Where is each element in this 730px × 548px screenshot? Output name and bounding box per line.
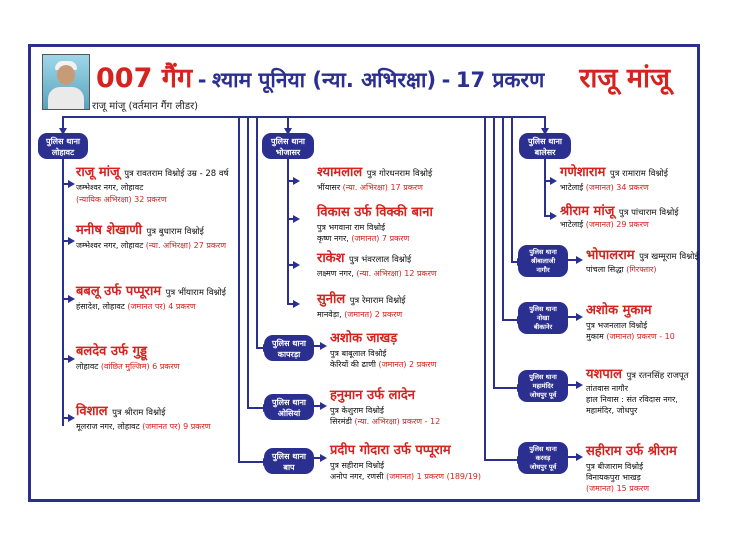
member-address: भाटेलाई — [560, 220, 584, 229]
page-title — [96, 58, 544, 95]
arrow-icon — [576, 453, 583, 461]
connector — [484, 116, 486, 460]
member-hanuman — [330, 388, 415, 403]
member-status: (न्यायिक अभिरक्षा) 32 प्रकरण — [76, 195, 167, 204]
station-label: पुलिस थाना — [272, 398, 306, 407]
station-name: करवड़ — [535, 454, 551, 462]
member-status: (वांछित मुल्जिम) 6 प्रकरण — [100, 362, 180, 371]
member-name: सहीराम उर्फ श्रीराम — [586, 444, 677, 459]
gang-name: 007 गैंग — [96, 63, 193, 94]
member-relation: पुत्र बीजाराम विश्नोई — [586, 462, 643, 471]
connector-top — [62, 116, 546, 118]
arrow-icon — [320, 454, 327, 462]
station-label: पुलिस थाना — [529, 445, 557, 453]
member-status: (जमानत) प्रकरण - 10 — [606, 332, 675, 341]
connector — [544, 156, 546, 216]
member-status: (न्या. अभिरक्षा) प्रकरण - 12 — [354, 417, 441, 426]
member-address: अनोप नगर, रणसी — [330, 472, 384, 481]
member-baldev — [76, 344, 147, 359]
member-address: भाटेलाई — [560, 183, 584, 192]
member-status: (जमानत) 15 प्रकरण — [586, 484, 650, 493]
member-shyamlal — [317, 165, 432, 182]
connector — [493, 116, 495, 388]
member-status: (जमानत) 7 प्रकरण — [351, 234, 410, 243]
member-name: बलदेव उर्फ गुड्डू — [76, 344, 147, 359]
station-district: जोधपुर पूर्व — [529, 391, 557, 399]
member-ganesharam — [560, 165, 668, 182]
member-name: गणेशाराम — [560, 165, 606, 180]
arrow-icon — [293, 300, 300, 308]
member-manish — [76, 223, 204, 240]
leader-caption: राजू मांजू (वर्तमान गैंग लीडर) — [92, 101, 199, 112]
member-sunil — [317, 292, 405, 309]
member-relation: पुत्र पांचाराम विश्नोई — [618, 208, 679, 218]
station-name: कापरड़ा — [277, 350, 301, 359]
station-label: पुलिस थाना — [272, 339, 306, 348]
member-relation: पुत्र बाबूलाल विश्नोई — [330, 349, 387, 358]
title-separator: - — [197, 68, 207, 92]
connector — [238, 116, 240, 462]
station-name: ओसियां — [277, 409, 301, 418]
station-name: श्रीबालाजी — [530, 257, 556, 265]
station-name: भोजासर — [275, 148, 301, 157]
arrow-icon — [550, 177, 557, 185]
member-status: (जमानत पर) 9 प्रकरण — [142, 422, 211, 431]
member-status: (न्या. अभिरक्षा) 27 प्रकरण — [145, 241, 227, 250]
station-label: पुलिस थाना — [272, 452, 306, 461]
station-district: नागौर — [536, 266, 550, 274]
connector — [493, 387, 518, 389]
member-name: भोपालराम — [586, 248, 635, 263]
member-relation: पुत्र भजनलाल विश्नोई — [586, 321, 648, 330]
arrow-icon — [68, 414, 75, 422]
station-osian — [264, 394, 314, 420]
member-address: मानवेड़ा, — [317, 310, 342, 319]
member-pradeep — [330, 443, 451, 458]
member-address: तांतवास नागौर — [586, 384, 629, 393]
member-address: पांचला सिद्धा — [586, 265, 624, 274]
member-address: कृष्ण नगर, — [317, 234, 349, 243]
station-label: पुलिस थाना — [529, 305, 557, 313]
arrow-icon — [68, 355, 75, 363]
station-balesar — [519, 133, 571, 159]
member-relation: पुत्र रतनसिंह राजपूत — [626, 371, 689, 381]
member-sahiram — [586, 444, 677, 459]
arrow-icon — [576, 313, 583, 321]
member-status: (जमानत) 1 प्रकरण (189/19) — [386, 472, 482, 481]
member-status: (न्या. अभिरक्षा) 12 प्रकरण — [356, 269, 437, 278]
member-relation: पुत्र खम्मूराम विश्नोई — [639, 252, 699, 262]
arrow-icon — [550, 212, 557, 220]
member-relation: पुत्र रावतराम विश्नोई उम्र - 28 वर्ष — [124, 169, 229, 179]
member-raju-manju — [76, 165, 229, 182]
member-name: श्यामलाल — [317, 165, 363, 180]
arrow-icon — [293, 215, 300, 223]
member-name: सुनील — [317, 292, 346, 307]
leader-photo — [42, 54, 90, 110]
member-name: विकास उर्फ विक्की बाना — [317, 205, 433, 220]
station-kapurda — [264, 335, 314, 361]
connector — [484, 459, 518, 461]
member-address: हाल निवास : संत रविदास नगर, — [586, 395, 678, 404]
station-lohawat — [38, 133, 88, 159]
station-name: बालेसर — [534, 148, 556, 157]
member-address: लोहावट — [76, 362, 99, 371]
member-name: मनीष शेखाणी — [76, 223, 143, 238]
member-status: (गिरफ्तार) — [626, 265, 657, 274]
case-count: 17 प्रकरण — [455, 68, 545, 92]
station-name: लोहावट — [51, 148, 75, 157]
station-name: बाप — [283, 463, 295, 472]
member-ashok-jakhar — [330, 331, 397, 346]
arrow-icon — [68, 180, 75, 188]
member-address: जम्भेश्वर नगर, लोहावट — [76, 241, 144, 250]
arrow-icon — [293, 177, 300, 185]
arrow-icon — [293, 261, 300, 269]
station-mahamandir — [518, 370, 568, 402]
member-address: हंसादेश, लोहावट — [76, 302, 125, 311]
member-rakesh — [317, 251, 411, 268]
member-address: मुकाम — [586, 332, 604, 341]
member-relation: पुत्र गोरधनराम विश्नोई — [366, 169, 433, 179]
arrow-icon — [576, 256, 583, 264]
member-name: बबलू उर्फ पप्पूराम — [76, 284, 162, 299]
title-separator: - — [441, 68, 451, 92]
member-bablu — [76, 284, 226, 301]
arrow-icon — [68, 295, 75, 303]
station-district: बीकानेर — [533, 323, 553, 331]
station-karwad — [518, 442, 568, 474]
member-yashpal — [586, 367, 689, 384]
connector — [247, 407, 264, 409]
member-relation: पुत्र भगवाना राम विश्नोई — [317, 223, 386, 232]
member-status: (जमानत) 29 प्रकरण — [585, 220, 649, 229]
arrow-icon — [576, 381, 583, 389]
arrow-icon — [68, 237, 75, 245]
station-district: जोधपुर पूर्व — [529, 463, 557, 471]
member-relation: पुत्र भंवरलाल विश्नोई — [349, 255, 412, 265]
member-status: (जमानत पर) 4 प्रकरण — [127, 302, 196, 311]
station-label: पुलिस थाना — [271, 137, 305, 146]
member-bhopalram — [586, 248, 699, 265]
connector — [256, 116, 258, 348]
station-label: पुलिस थाना — [46, 137, 80, 146]
arrow-icon — [320, 342, 327, 350]
station-bap — [264, 448, 314, 474]
member-address: भींयासर — [317, 183, 341, 192]
leader-name: राजू मांजू — [579, 63, 670, 94]
member-address: सिरमंडी — [330, 417, 352, 426]
member-vishal — [76, 404, 165, 421]
station-label: पुलिस थाना — [529, 373, 557, 381]
member-status: (न्या. अभिरक्षा) 17 प्रकरण — [342, 183, 423, 192]
member-name: अशोक मुकाम — [586, 303, 652, 318]
member-name: यशपाल — [586, 367, 622, 382]
member-name: श्रीराम मांजू — [560, 204, 615, 219]
connector — [238, 461, 264, 463]
member-status: (जमानत) 2 प्रकरण — [378, 360, 437, 369]
member-relation: पुत्र रेमाराम विश्नोई — [349, 296, 406, 306]
member-status: (जमानत) 2 प्रकरण — [344, 310, 403, 319]
connector — [502, 319, 518, 321]
member-relation: पुत्र श्रीराम विश्नोई — [112, 408, 166, 418]
member-relation: पुत्र बुधाराम विश्नोई — [146, 227, 204, 237]
station-name: महामंदिर — [532, 382, 554, 390]
member-vikas — [317, 205, 433, 220]
connector — [511, 116, 513, 262]
station-nokha — [518, 302, 568, 334]
member-address: केरियों की ढाणी — [330, 360, 376, 369]
member-relation: पुत्र सहीराम विश्नोई — [330, 461, 385, 470]
member-address: मूलराज नगर, लोहावट — [76, 422, 140, 431]
member-name: विशाल — [76, 404, 108, 419]
station-bhojasar — [262, 133, 314, 159]
station-name: नोखा — [536, 314, 550, 322]
station-nagaur — [518, 245, 568, 277]
member-address: विनायकपुरा भाखड़ — [586, 473, 641, 482]
member-ashok-mukam — [586, 303, 652, 318]
station-label: पुलिस थाना — [529, 248, 557, 256]
member-address: महामंदिर, जोधपुर — [586, 406, 638, 415]
connector — [247, 116, 249, 408]
member-name: राकेश — [317, 251, 345, 266]
connector — [502, 116, 504, 320]
arrow-icon — [320, 402, 327, 410]
connector — [62, 156, 64, 426]
member-address: लक्ष्मण नगर, — [317, 269, 354, 278]
member-relation: पुत्र केशुराम विश्नोई — [330, 406, 384, 415]
station-label: पुलिस थाना — [528, 137, 562, 146]
member-relation: पुत्र रामाराम विश्नोई — [609, 169, 668, 179]
member-name: प्रदीप गोदारा उर्फ पप्पूराम — [330, 443, 451, 458]
member-relation: पुत्र भींयाराम विश्नोई — [165, 288, 226, 298]
member-address: जम्भेश्वर नगर, लोहावट — [76, 183, 144, 192]
member-name: हनुमान उर्फ लादेन — [330, 388, 415, 403]
accused-name: श्याम पूनिया (न्या. अभिरक्षा) — [212, 68, 437, 92]
member-name: राजू मांजू — [76, 165, 120, 180]
member-status: (जमानत) 34 प्रकरण — [585, 183, 649, 192]
member-name: अशोक जाखड़ — [330, 331, 398, 346]
